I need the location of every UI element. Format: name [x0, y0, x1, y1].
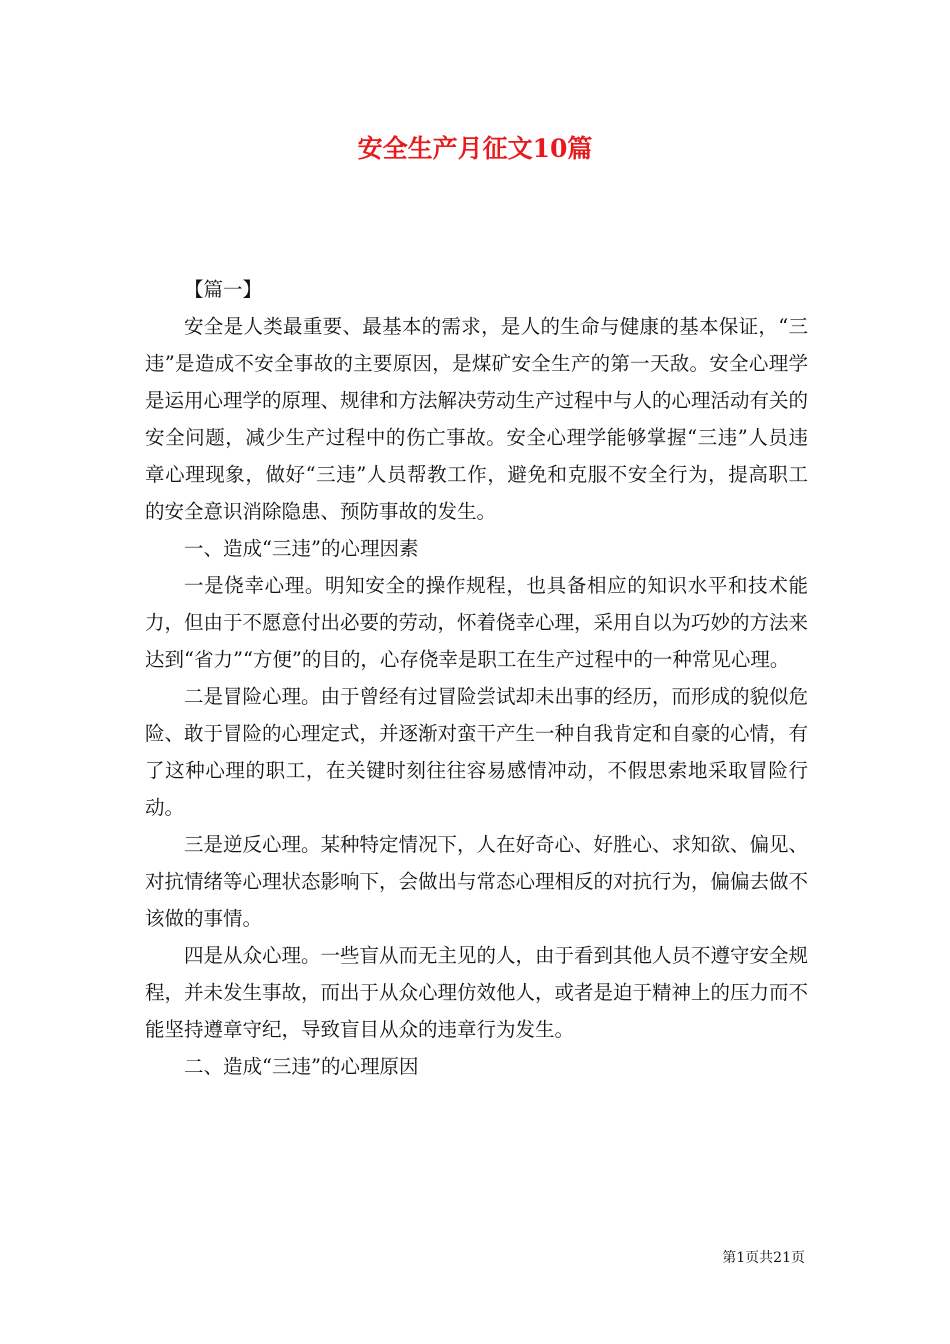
page-title: 安全生产月征文10篇 [357, 134, 593, 163]
paragraph-conformity-mentality: 四是从众心理。一些盲从而无主见的人，由于看到其他人员不遵守安全规程，并未发生事故，而出于从众心理仿效他人，或者是迫于精神上的压力而不能坚持遵章守纪，导致盲目从众的违章行为发生。 [145, 944, 809, 1041]
paragraph-luck-mentality: 一是侥幸心理。明知安全的操作规程，也具备相应的知识水平和技术能力，但由于不愿意付出必要的劳动，怀着侥幸心理，采用自以为巧妙的方法来达到“省力”“方便”的目的，心存侥幸是职工在生产过程中的一种常见心理。 [145, 574, 809, 671]
paragraph-rebellious-mentality: 三是逆反心理。某种特定情况下，人在好奇心、好胜心、求知欲、偏见、对抗情绪等心理状态影响下，会做出与常态心理相反的对抗行为，偏偏去做不该做的事情。 [145, 833, 809, 930]
paragraph-risk-mentality: 二是冒险心理。由于曾经有过冒险尝试却未出事的经历，而形成的貌似危险、敢于冒险的心理定式，并逐渐对蛮干产生一种自我肯定和自豪的心情，有了这种心理的职工，在关键时刻往往容易感情冲动，不假思索地采取冒险行动。 [145, 685, 809, 819]
heading-psychological-factors: 一、造成“三违”的心理因素 [184, 537, 419, 560]
section-label: 【篇一】 [184, 278, 263, 301]
document-body [145, 271, 808, 1085]
page-number: 第1页共21页 [722, 1250, 805, 1266]
heading-psychological-causes: 二、造成“三违”的心理原因 [184, 1055, 419, 1078]
paragraph-intro: 安全是人类最重要、最基本的需求，是人的生命与健康的基本保证，“三违”是造成不安全事故的主要原因，是煤矿安全生产的第一天敌。安全心理学是运用心理学的原理、规律和方法解决劳动生产过程中与人的心理活动有关的安全问题，减少生产过程中的伤亡事故。安全心理学能够掌握“三违”人员违章心理现象，做好“三违”人员帮教工作，避免和克服不安全行为，提高职工的安全意识消除隐患、预防事故的发生。 [145, 315, 809, 523]
